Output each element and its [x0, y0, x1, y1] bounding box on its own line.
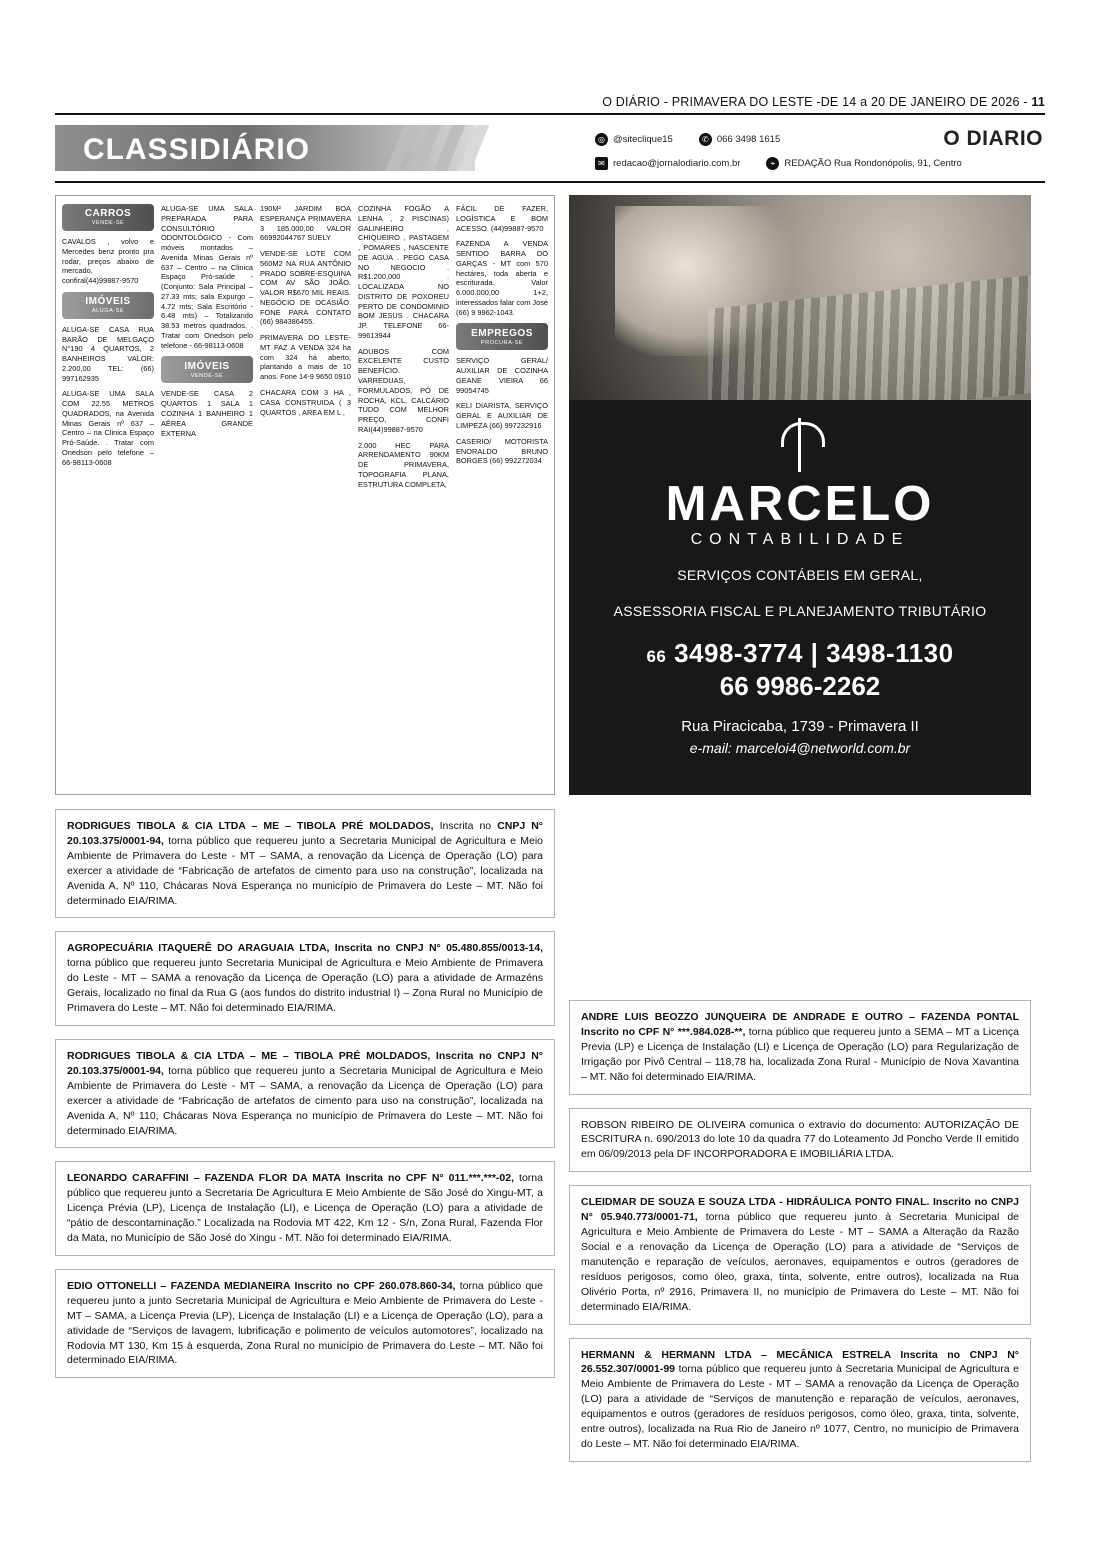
- ad-item: SERVIÇO GERAL/ AUXILIAR DE COZINHA GEANE VIEIRA 66 99054745: [456, 356, 548, 395]
- ad-phone-mobile-number: 9986-2262: [755, 670, 881, 701]
- contact-instagram: [595, 133, 673, 146]
- notice-lead: AGROPECUÁRIA ITAQUERÊ DO ARAGUAIA LTDA, Inscrita no CNPJ N° 05.480.855/0013-14,: [67, 942, 543, 955]
- notice-lead: EDIO OTTONELLI – FAZENDA MEDIANEIRA Inscrito no CPF 260.078.860-34,: [67, 1279, 456, 1292]
- ad-item: CASERIO/ MOTORISTA ENORALDO BRUNO BORGES (66) 992272034: [456, 436, 548, 466]
- ad-item: ALUGA-SE CASA RUA BARÃO DE MELGAÇO N°190 4 QUARTOS, 2 BANHEIROS VALOR: 2.200,00 TEL: (66) 997162935: [62, 324, 154, 383]
- ad-item: ALUGA-SE UMA SALA COM 22.55 METROS QUADRADOS, na Avenida Minas Gerais nº 637 – Centro – na Clinica Espaço Pró-Saúde. . Tratar com Onedson pelo telefone – 66-98113-0608: [62, 389, 154, 467]
- email-icon: ✉: [595, 157, 608, 170]
- notice-item: [55, 931, 555, 1026]
- contact-whatsapp: [699, 133, 780, 146]
- contact-address-text: REDAÇÃO Rua Rondonópolis, 91, Centro: [784, 158, 962, 169]
- notice-body: ROBSON RIBEIRO DE OLIVEIRA comunica o extravio do documento: AUTORIZAÇÃO DE ESCRITURA n. 690/2013 do lote 10 da quadra 77 do Loteamento Jd Poncho Verde II emitido em 06/09/2013 pela DF INCORPORADORA E IMOBILIÁRIA LTDA.: [581, 1118, 1019, 1161]
- masthead: [55, 95, 1045, 115]
- category-empregos-title: EMPREGOS: [471, 327, 533, 339]
- header-divider: [55, 181, 1045, 183]
- notice-body: torna público que requereu junto a Secretaria Municipal de Agricultura e Meio Ambiente de Primavera do Leste - MT – SAMA, a renovação da Licença de Operação (LO) para exercer a atividade de “Fabricação de artefatos de cimento para uso na construção”, localizada na Avenida A, Nº 110, Chácaras Nova Esperança no município de Primavera do Leste – MT. Não foi determinado EIA/RIMA.: [67, 834, 543, 907]
- ad-item: PRIMAVERA DO LESTE-MT FAZ A VENDA 324 ha com 324 há aberto, plantando a mais de 10 anos. Fone 14-9 9650 0910: [260, 333, 351, 382]
- category-carros-title: CARROS: [84, 208, 132, 220]
- ad-body: [569, 400, 1031, 795]
- contact-email: [595, 157, 740, 170]
- legal-notices: [55, 809, 1045, 1462]
- notice-body: torna público que requereu junto a junto Secretaria Municipal de Agricultura e Meio Ambiente de Primavera do Leste - MT – SAMA, a Licença Previa (LP), Licença de Instalação (LI) e a Licença de Operação (LO), para a atividade de “Serviços de lavagem, lubrificação e polimento de veículos automotores”, localizado na Rodovia MT 130, Km 15 à esquerda, Zona Rural no município de Primavera do Leste – MT. Não foi determinado EIA/RIMA.: [67, 1279, 543, 1367]
- ad-ddd-2: 66: [719, 670, 749, 701]
- notice-item: [55, 1269, 555, 1378]
- category-carros-sub: VENDE-SE: [91, 220, 125, 227]
- notice-item: [55, 1039, 555, 1148]
- caduceus-icon: [773, 414, 827, 476]
- chevron-decoration-icon: [385, 125, 525, 171]
- ad-item: FÁCIL DE FAZER, LOGÍSTICA E BOM ACESSO. (44)99887-9570: [456, 204, 548, 233]
- masthead-text: O DIÁRIO - PRIMAVERA DO LESTE -DE 14 a 20 DE JANEIRO DE 2026 -: [602, 95, 1032, 109]
- ad-item: VENDE-SE CASA 2 QUARTOS 1 SALA 1 COZINHA 1 BANHEIRO 1 AÉREA GRANDE EXTERNA: [161, 389, 253, 438]
- classifieds-column-2: [161, 204, 253, 495]
- ad-subtitle: CONTABILIDADE: [690, 531, 910, 548]
- classifieds-column-5: [456, 204, 548, 495]
- ad-item: 190M² JARDIM BOA ESPERANÇA PRIMAVERA 3 185.000,00 VALOR 66992044767 SUELY: [260, 204, 351, 243]
- notice-item: [569, 1108, 1031, 1173]
- section-banner: [55, 125, 525, 175]
- contact-address: [766, 157, 961, 170]
- notice-body: torna público que requereu junto Secretaria Municipal de Agricultura e Meio Ambiente de Primavera do Leste - MT – SAMA a renovação da Licença de Operação (LO) para a atividade de Armazéns Gerais, localizado no final da Rua G (aos fundos do distrito industrial I) – Zona Rural no Município de Primavera do Leste – MT. Não foi determinado EIA/RIMA.: [67, 957, 543, 1015]
- category-empregos: [456, 323, 548, 350]
- ad-item: VENDE-SE LOTE COM 560M2 NA RUA ANTÔNIO PRADO SOBRE-ESQUINA COM AV SÃO JOÃO. VALOR R$670 MIL REAIS. NEGÓCIO DE OCASIÃO. FONE PARA CONTATO (66) 984386455.: [260, 249, 351, 327]
- location-icon: ⌖: [766, 157, 779, 170]
- category-imoveis-aluga-sub: ALUGA-SE: [91, 308, 125, 315]
- notice-lead: LEONARDO CARAFFINI – FAZENDA FLOR DA MATA Inscrita no CPF N° 011.***.***-02,: [67, 1172, 515, 1185]
- notice-lead: RODRIGUES TIBOLA & CIA LTDA – ME – TIBOLA PRÉ MOLDADOS,: [67, 820, 434, 832]
- notice-item: [569, 1185, 1031, 1324]
- ad-phone-list: 3498-3774 | 3498-1130: [674, 637, 954, 668]
- notice-mid: Inscrita no: [439, 820, 498, 832]
- classifieds-box: [55, 195, 555, 795]
- brand-logo: O DIARIO: [943, 127, 1043, 150]
- category-carros: [62, 204, 154, 231]
- classifieds-columns: [62, 204, 548, 495]
- contact-instagram-text: @siteclique15: [613, 133, 673, 145]
- notice-bold2: CNPJ N° 20.103.375/0001-94,: [67, 820, 544, 847]
- ad-item: FAZENDA A VENDA SENTIDO BARRA DO GARÇAS - MT com 570 hectáres, toda aberta e escriturada. Valor 6.000.000,00 1+2, interessados falar com José (66) 9 9962-1043.: [456, 239, 549, 317]
- notice-body: torna público que requereu junto a Secretaria Municipal de Agricultura e Meio Ambiente de Primavera do Leste - MT – SAMA, a renovação da Licença de Operação (LO) para exercer a atividade de “Fabricação de artefatos de cimento para uso na construção”, localizada na Avenida A, Nº 110, Chácaras Nova Esperança no município de Primavera do Leste – MT. Não foi determinado EIA/RIMA.: [67, 1064, 543, 1137]
- contact-row-2: [595, 157, 1045, 170]
- page-number: 11: [1031, 95, 1045, 109]
- ad-item: 2.000 HEC PARA ARRENDAMENTO 90KM DE PRIMAVERA, TOPOGRAFIA PLANA, ESTRUTURA COMPLETA,: [358, 440, 449, 489]
- notice-item: [55, 809, 555, 918]
- notice-lead: HERMANN & HERMANN LTDA – MECÂNICA ESTRELA Inscrita no CNPJ N° 26.552.307/0001-99: [581, 1348, 1019, 1376]
- notice-item: [569, 1338, 1031, 1462]
- category-imoveis-aluga: [62, 292, 154, 319]
- notice-body: torna público que requereu junto à Secretaria Municipal de Agricultura e Meio Ambiente de Primavera do Leste - MT – SAMA a renovação da Licença de Operação (LO) para a atividade de “Serviços de manutenção e reparação de veículos, aeronaves, equipamentos e outros (geradores de resíduos perigosos, como óleo, graxa, tinta, solvente, entre outros), localizada na Rua Rio de Janeiro nº 1077, Centro, no município de Primavera do Leste – MT. Não foi determinado EIA/RIMA.: [581, 1363, 1019, 1450]
- ad-item: COZINHA FOGÃO A LENHA , 2 PISCINAS) GALINHEIRO , CHIQUEIRO , PASTAGEM , POMARES , NASCENTE DE AGUA . PEGO CASA NO NEGOCIO . R$1.200,000 . LOCALIZADA NO DISTRITO DE POXOREU PERTO DE CONDOMINIO BOM JESUS . CHACARA JP. TELEFONE 66-99613944: [358, 204, 449, 340]
- advertisement-marcelo-contabilidade: [569, 195, 1031, 795]
- newspaper-page: [55, 95, 1045, 1475]
- whatsapp-icon: ✆: [699, 133, 712, 146]
- ad-ddd: 66: [646, 646, 667, 666]
- header-row: [55, 125, 1045, 175]
- instagram-icon: ◎: [595, 133, 608, 146]
- top-area: [55, 195, 1045, 795]
- category-imoveis-vende: [161, 356, 253, 383]
- category-imoveis-vende-sub: VENDE-SE: [190, 372, 224, 379]
- notices-left-column: [55, 809, 555, 1462]
- notices-right-column: [569, 809, 1031, 1462]
- notice-body: torna público que requereu junto à Secretaria Municipal de Agricultura e Meio Ambiente de Primavera do Leste - MT – SAMA a Alteração da Razão Social e a renovação da Licença de Operação (LO) para a atividade de “Serviços de manutenção e reparação de veículos, aeronaves, equipamentos e outros (geradores de resíduos perigosos, como óleo, graxa, tinta, solvente, entre outros), localizada na Rua Olivério Porta, nº 2916, Primavera II, no município de Primavera do Leste – MT. Não foi determinado EIA/RIMA.: [581, 1211, 1019, 1313]
- section-title: CLASSIDIÁRIO: [83, 133, 311, 166]
- notice-item: [569, 1000, 1031, 1095]
- notice-body: torna público que requereu junto a Secretaria De Agricultura E Meio Ambiente de São José do Xingu-MT, a Licença Prévia (LP), Licença de Instalação (LI), e Licença de Operação (LO) para a atividade de “pátio de descontaminação.” Localizada na Rodovia MT 422, Km 12 - S/n, Zona Rural, Fazenda Flor da Mata, no Município de São José do Xingu - MT. Não foi determinado EIA/RIMA.: [67, 1172, 543, 1245]
- category-empregos-sub: PROCURA-SE: [480, 339, 524, 346]
- classifieds-column-3: [260, 204, 351, 495]
- contact-email-text: redacao@jornalodiario.com.br: [613, 158, 741, 169]
- category-imoveis-aluga-title: IMÓVEIS: [85, 296, 131, 308]
- ad-item: ADUBOS COM EXCELENTE CUSTO BENEFÍCIO. VARREDUAS, FORMULADOS, PÓ DE ROCHA, KCL, CALCÁRIO TUDO COM MELHOR PREÇO, CONFI RAI(44)99887-9570: [358, 346, 449, 434]
- ad-service-line-2: ASSESSORIA FISCAL E PLANEJAMENTO TRIBUTÁRIO: [613, 603, 987, 620]
- ad-item: ALUGA-SE UMA SALA PREPARADA PARA CONSULTÓRIO ODONTOLÓGICO - Com móveis montados – Avenida Minas Gerais nº 637 – Centro – na Clinica Espaço Pró-saúde - (Conjunto: Sala Principal – 27.33 mts; sala Expurgo – 4.72 mts; Sala Escritório - 6.48 mts) – Totalizando 38.53 metros quadrados. . Tratar com Onedson pelo telefone - 66-98113-0608: [161, 204, 253, 350]
- notice-item: [55, 1161, 555, 1256]
- ad-service-line-1: SERVIÇOS CONTÁBEIS EM GERAL,: [677, 567, 923, 583]
- ad-phone-mobile: [569, 671, 1031, 702]
- ad-email: e-mail: marceloi4@networld.com.br: [689, 739, 911, 756]
- ad-item: KELI DIARISTA, SERVIÇO GERAL E AUXILIAR DE LIMPEZA (66) 997232916: [456, 401, 548, 431]
- category-imoveis-vende-title: IMÓVEIS: [184, 360, 230, 372]
- ad-item: CAVALOS , volvo e Mercedes benz pronto pra rodar, preços abaixo de mercado, confiral(44)99887-9570: [62, 237, 154, 286]
- ad-title: MARCELO: [665, 477, 935, 531]
- contact-block: [525, 125, 1045, 170]
- classifieds-column-4: [358, 204, 449, 495]
- ad-item: CHACARA COM 3 HA , CASA CONSTRUIDA ( 3 QUARTOS , AREA EM L ,: [260, 388, 351, 417]
- notice-lead: CLEIDMAR DE SOUZA E SOUZA LTDA - HIDRÁULICA PONTO FINAL. Inscrito no CNPJ N° 05.940.773/0001-71,: [581, 1196, 1019, 1224]
- notice-lead: RODRIGUES TIBOLA & CIA LTDA – ME – TIBOLA PRÉ MOLDADOS, Inscrita no CNPJ N° 20.103.375/0001-94,: [67, 1049, 543, 1077]
- notice-lead: ANDRE LUIS BEOZZO JUNQUEIRA DE ANDRADE E OUTRO – FAZENDA PONTAL Inscrito no CPF N° ***.984.028-**,: [581, 1011, 1019, 1038]
- contact-row-1: [595, 127, 1045, 151]
- classifieds-column-1: [62, 204, 154, 495]
- contact-whatsapp-text: 066 3498 1615: [716, 133, 781, 145]
- ad-photo: [569, 195, 1031, 410]
- ad-phones: [569, 638, 1031, 669]
- right-column-spacer: [569, 809, 1031, 987]
- ad-address: Rua Piracicaba, 1739 - Primavera II: [681, 717, 919, 735]
- notice-body: torna público que requereu junto a SEMA – MT a Licença Previa (LP) e Licença de Instalação (LI) e Licença de Operação (LO) para Regularização de Irrigação por Pivô Central – 118,78 ha, localizada Zona Rural - Município de Nova Xavantina – MT. Não foi determinado EIA/RIMA.: [581, 1025, 1019, 1083]
